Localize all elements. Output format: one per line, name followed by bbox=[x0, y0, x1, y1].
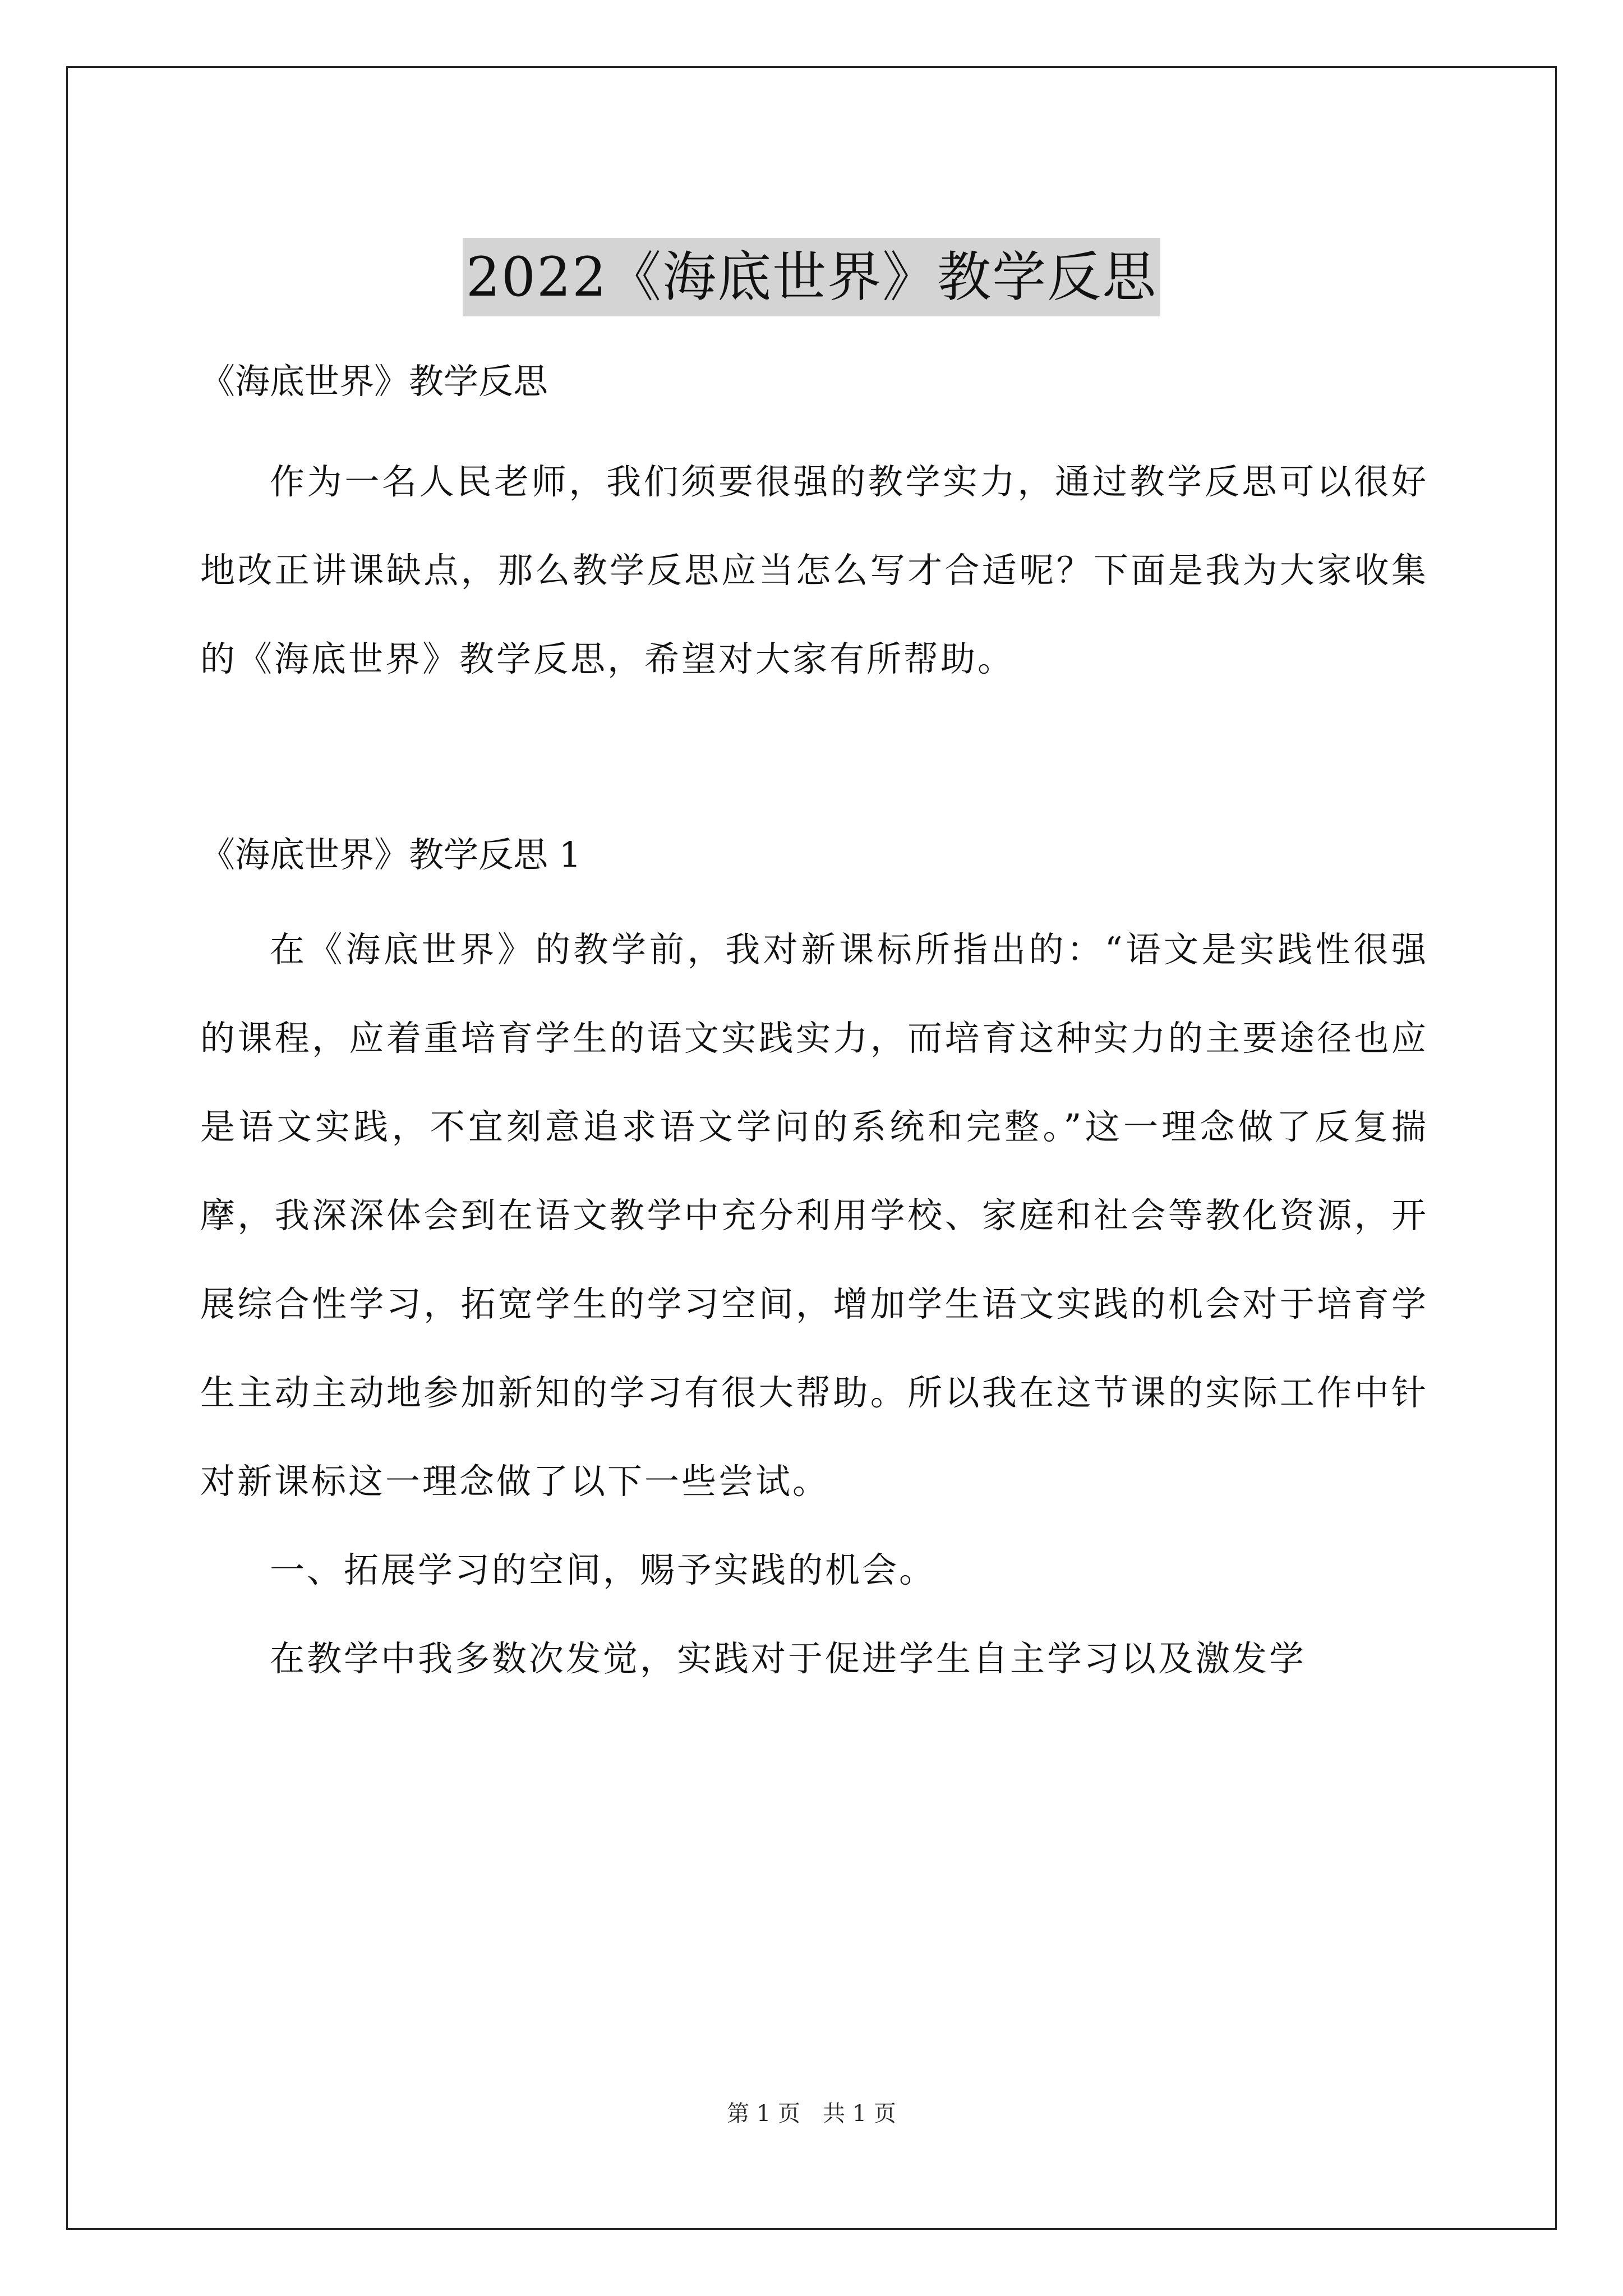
title-container bbox=[0, 202, 1623, 353]
section-paragraph-2: 在教学中我多数次发觉，实践对于促进学生自主学习以及激发学 bbox=[270, 1638, 1307, 1679]
intro-paragraph: 作为一名人民老师，我们须要很强的教学实力，通过教学反思可以很好地改正讲课缺点，那么教学反思应当怎么写才合适呢？下面是我为大家收集的《海底世界》教学反思，希望对大家有所帮助。 bbox=[200, 461, 1428, 679]
document-body bbox=[200, 342, 1428, 1703]
document-subtitle: 《海底世界》教学反思 bbox=[200, 361, 548, 402]
spacer bbox=[200, 703, 1428, 816]
section-paragraph-1: 在《海底世界》的教学前，我对新课标所指出的：“语文是实践性很强的课程，应着重培育学生的语文实践实力，而培育这种实力的主要途径也应是语文实践，不宜刻意追求语文学问的系统和完整。”这一理念做了反复揣摩，我深深体会到在语文教学中充分利用学校、家庭和社会等教化资源，开展综合性学习，拓宽学生的学习空间，增加学生语文实践的机会对于培育学生主动主动地参加新知的学习有很大帮助。所以我在这节课的实际工作中针对新课标这一理念做了以下一些尝试。 bbox=[200, 929, 1428, 1502]
section-point-1: 一、拓展学习的空间，赐予实践的机会。 bbox=[270, 1549, 937, 1590]
spacer bbox=[200, 894, 1428, 905]
page-footer: 第 1 页 共 1 页 bbox=[727, 2101, 896, 2127]
section-heading: 《海底世界》教学反思 1 bbox=[200, 834, 582, 875]
spacer bbox=[200, 421, 1428, 438]
document-title: 2022《海底世界》教学反思 bbox=[463, 238, 1160, 316]
